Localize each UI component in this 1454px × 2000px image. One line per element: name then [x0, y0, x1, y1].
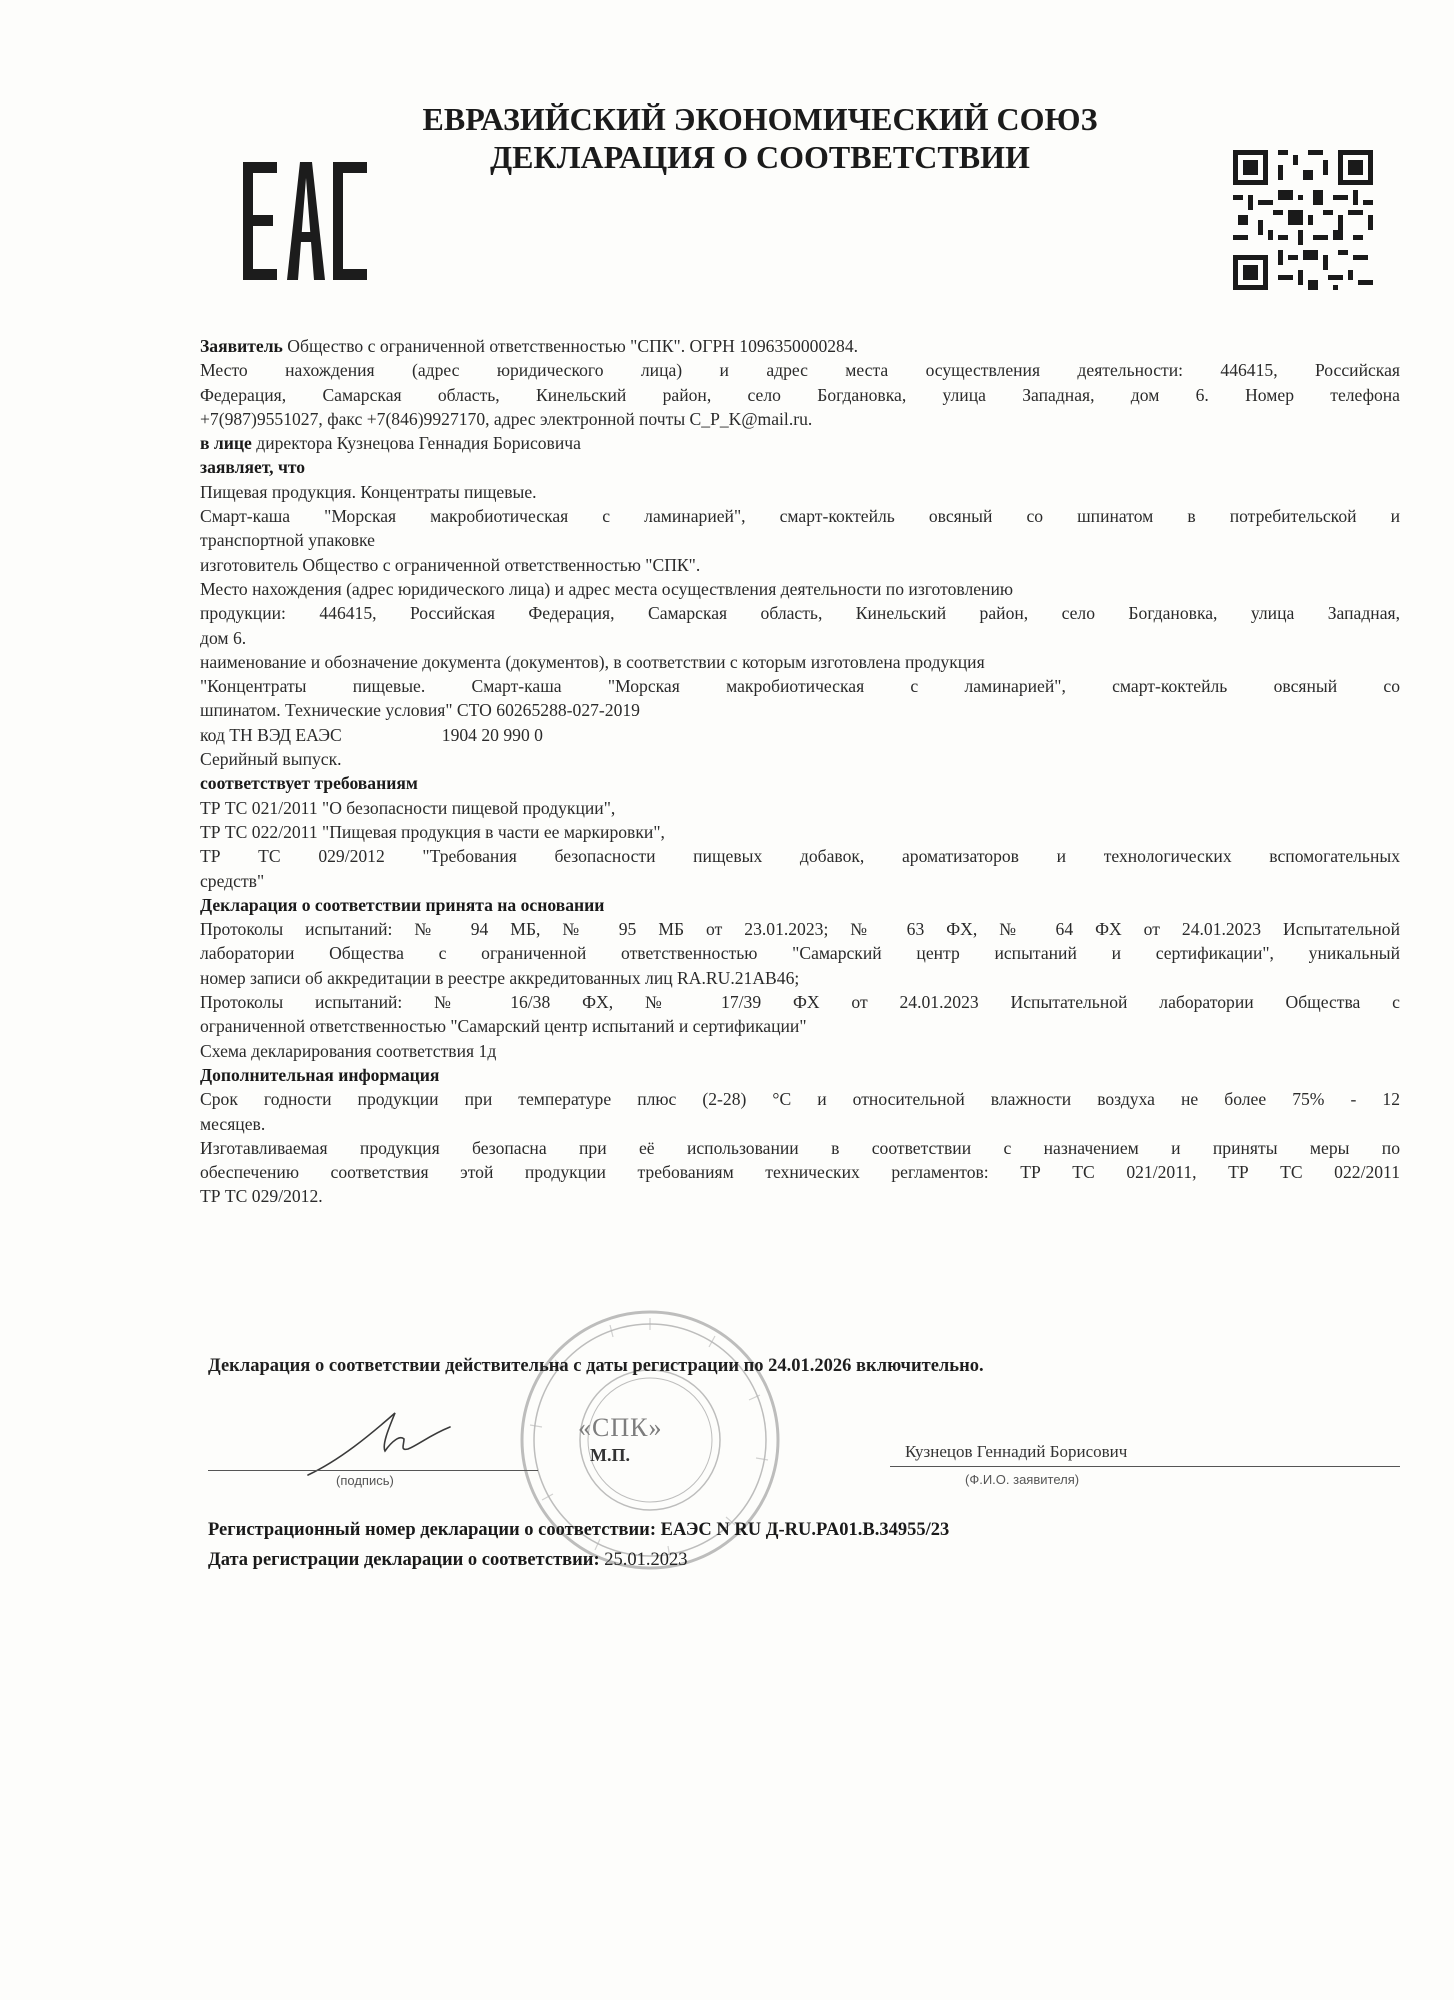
- additional-2-line-1: Изготавливаемая продукция безопасна при её использовании в соответствии с назначением и приняты меры по: [200, 1137, 1400, 1158]
- applicant-name: Кузнецов Геннадий Борисович: [905, 1442, 1128, 1461]
- scheme-line: Схема декларирования соответствия 1д: [200, 1040, 497, 1061]
- applicant-line: [200, 334, 1400, 358]
- address-line-1: Место нахождения (адрес юридического лица) и адрес места осуществления деятельности: 446415, Российская: [200, 360, 1400, 381]
- tnved-value: 1904 20 990 0: [441, 724, 543, 745]
- declaration-title: ДЕКЛАРАЦИЯ О СООТВЕТСТВИИ: [490, 139, 1030, 175]
- additional-1-line-1: Срок годности продукции при температуре плюс (2-28) °С и относительной влажности воздуха не более 75% - 12: [200, 1089, 1400, 1110]
- doc-line-1: "Концентраты пищевые. Смарт-каша "Морская макробиотическая с ламинарией", смарт-коктейль овсяный со: [200, 676, 1400, 697]
- basis-1-line-1: Протоколы испытаний: № 94 МБ, № 95 МБ от 23.01.2023; № 63 ФХ, № 64 ФХ от 24.01.2023 Испытательной: [200, 919, 1400, 940]
- additional-1-line-2: месяцев.: [200, 1113, 266, 1134]
- name-line: [890, 1466, 1400, 1467]
- product-line-3: транспортной упаковке: [200, 530, 375, 551]
- registration-date-value: 25.01.2023: [604, 1550, 688, 1570]
- mfr-address-line-2: продукции: 446415, Российская Федерация, Самарская область, Кинельский район, село Богдановка, улица Западная,: [200, 603, 1400, 624]
- additional-label: Дополнительная информация: [200, 1064, 440, 1085]
- manufacturer-line: изготовитель Общество с ограниченной ответственностью "СПК".: [200, 554, 701, 575]
- address-line-3: +7(987)9551027, факс +7(846)9927170, адрес электронной почты C_P_K@mail.ru.: [200, 408, 813, 429]
- product-line-2: Смарт-каша "Морская макробиотическая с ламинарией", смарт-коктейль овсяный со шпинатом в потребительской и: [200, 506, 1400, 527]
- mfr-address-line-1: Место нахождения (адрес юридического лица) и адрес места осуществления деятельности по изготовлению: [200, 578, 1014, 599]
- signature-line: [208, 1470, 538, 1471]
- additional-2-line-3: ТР ТС 029/2012.: [200, 1186, 323, 1207]
- seal-text: «СПК»: [578, 1413, 663, 1442]
- registration-date-label: Дата регистрации декларации о соответствии:: [208, 1550, 600, 1570]
- registration-number-label: Регистрационный номер декларации о соответствии:: [208, 1520, 657, 1540]
- mp-label: М.П.: [590, 1445, 630, 1465]
- requirements-label: соответствует требованиям: [200, 773, 418, 794]
- name-caption: (Ф.И.О. заявителя): [965, 1472, 1080, 1487]
- tnved-label: код ТН ВЭД ЕАЭС: [200, 724, 342, 745]
- requirement-1: ТР ТС 021/2011 "О безопасности пищевой продукции",: [200, 797, 616, 818]
- validity-text: Декларация о соответствии действительна с даты регистрации по 24.01.2026 включительно.: [208, 1356, 984, 1376]
- declares-label: заявляет, что: [200, 457, 306, 478]
- person-label: в лице: [200, 433, 252, 454]
- requirement-2: ТР ТС 022/2011 "Пищевая продукция в части ее маркировки",: [200, 821, 665, 842]
- address-line-2: Федерация, Самарская область, Кинельский район, село Богдановка, улица Западная, дом 6. Номер телефона: [200, 384, 1400, 405]
- person-line: [200, 431, 1400, 455]
- serial-line: Серийный выпуск.: [200, 749, 342, 770]
- basis-2-line-1: Протоколы испытаний: № 16/38 ФХ, № 17/39 ФХ от 24.01.2023 Испытательной лаборатории Общества с: [200, 992, 1400, 1013]
- doc-name-line: наименование и обозначение документа (документов), в соответствии с которым изготовлена продукция: [200, 651, 985, 672]
- registration-number-line: [208, 1520, 949, 1541]
- union-title: ЕВРАЗИЙСКИЙ ЭКОНОМИЧЕСКИЙ СОЮЗ: [422, 101, 1098, 137]
- registration-number-value: ЕАЭС N RU Д-RU.PA01.B.34955/23: [660, 1520, 950, 1540]
- tnved-line: [200, 723, 1400, 747]
- basis-label: Декларация о соответствии принята на основании: [200, 894, 605, 915]
- doc-line-2: шпинатом. Технические условия" СТО 60265288-027-2019: [200, 700, 640, 721]
- person-text: директора Кузнецова Геннадия Борисовича: [256, 433, 581, 454]
- product-line-1: Пищевая продукция. Концентраты пищевые.: [200, 481, 537, 502]
- basis-1-line-3: номер записи об аккредитации в реестре аккредитованных лиц RA.RU.21AB46;: [200, 967, 800, 988]
- basis-2-line-2: ограниченной ответственностью "Самарский центр испытаний и сертификации": [200, 1016, 807, 1037]
- eac-logo-icon: [243, 162, 367, 280]
- declaration-body: [200, 334, 1400, 1209]
- signature-caption: (подпись): [336, 1473, 394, 1488]
- registration-date-line: [208, 1550, 688, 1571]
- additional-2-line-2: обеспечению соответствия этой продукции требованиям технических регламентов: ТР ТС 021/2011, ТР ТС 022/2011: [200, 1162, 1400, 1183]
- applicant-text: Общество с ограниченной ответственностью "СПК". ОГРН 1096350000284.: [287, 336, 859, 356]
- qr-code-icon[interactable]: [1233, 150, 1373, 290]
- requirement-3-line-2: средств": [200, 870, 265, 891]
- applicant-label: Заявитель: [200, 336, 283, 356]
- requirement-3-line-1: ТР ТС 029/2012 "Требования безопасности пищевых добавок, ароматизаторов и технологических вспомогательных: [200, 846, 1400, 867]
- mfr-address-line-3: дом 6.: [200, 627, 247, 648]
- basis-1-line-2: лаборатории Общества с ограниченной ответственностью "Самарский центр испытаний и сертификации", уникальный: [200, 943, 1400, 964]
